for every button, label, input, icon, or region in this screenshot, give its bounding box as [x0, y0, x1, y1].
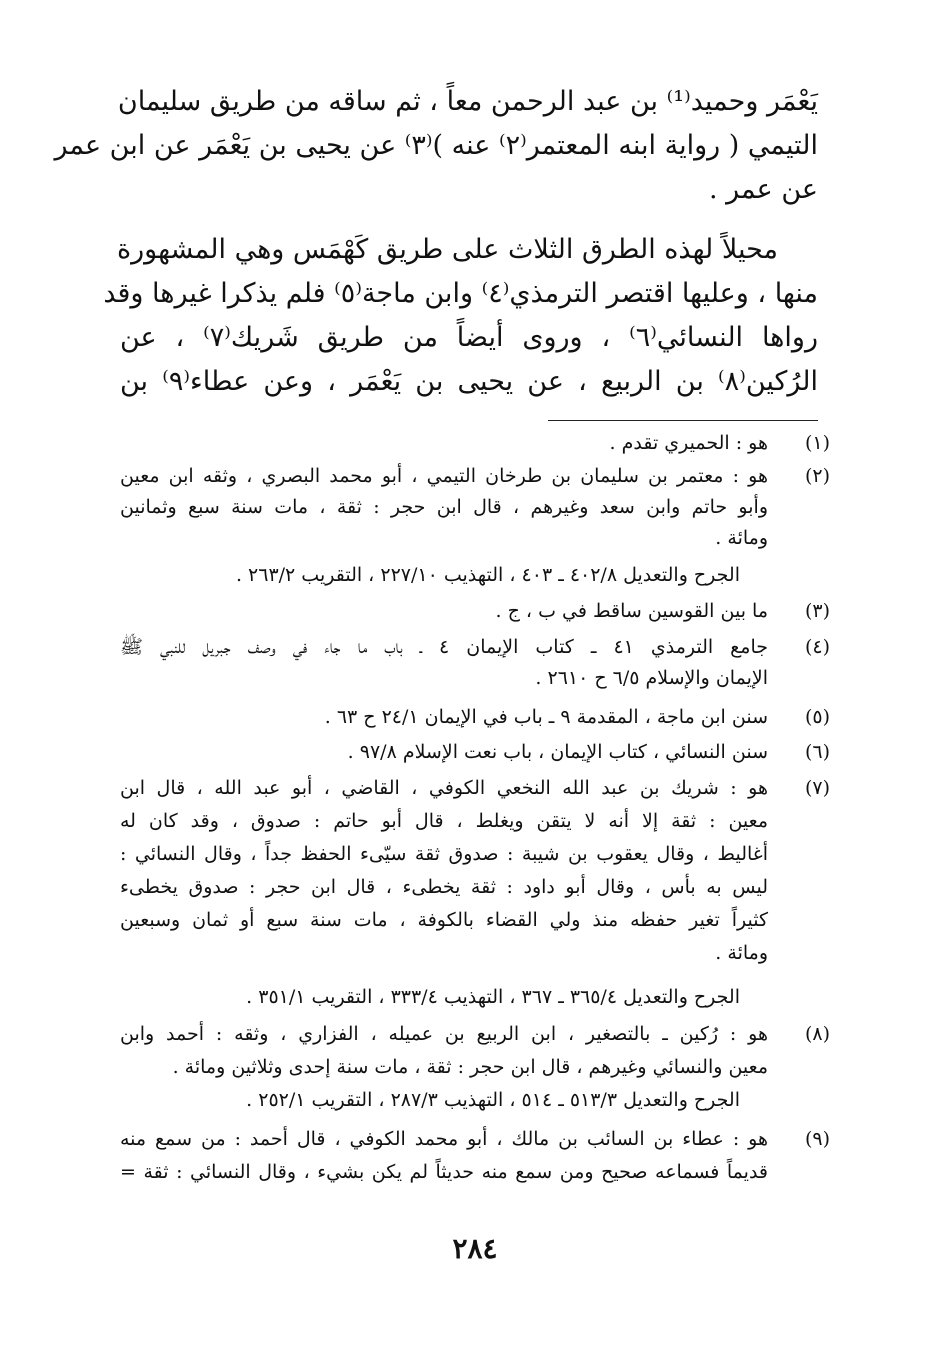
- footnote-number: (٤): [804, 636, 830, 658]
- main-line: عن عمر .: [708, 174, 818, 205]
- footnote-line: جامع الترمذي ٤١ ـ كتاب الإيمان ٤ ـ باب ما جاء في وصف جبريل للنبي ﷺ: [120, 636, 768, 658]
- footnote-line: هو : شريك بن عبد الله النخعي الكوفي ، القاضي ، أبو عبد الله ، قال ابن: [120, 777, 768, 799]
- footnote-4: [120, 632, 830, 694]
- footnote-7: [120, 773, 830, 1018]
- footnote-3: [120, 596, 830, 627]
- main-line: رواها النسائي⁽٦⁾ ، وروى أيضاً من طريق شَريك⁽٧⁾ ، عن: [120, 322, 818, 353]
- footnote-line: هو : عطاء بن السائب بن مالك ، أبو محمد الكوفي ، قال أحمد : من سمع منه: [120, 1128, 768, 1150]
- footnote-source: الجرح والتعديل ٥١٣/٣ ـ ٥١٤ ، التهذيب ٢٨٧/٣ ، التقريب ٢٥٢/١ .: [246, 1089, 740, 1111]
- footnote-line: أغاليط ، وقال يعقوب بن شيبة : صدوق ثقة سيّىء الحفظ جداً ، وقال النسائي :: [120, 843, 768, 865]
- footnote-number: (٣): [804, 600, 830, 622]
- footnote-line: هو : معتمر بن سليمان بن طرخان التيمي ، أبو محمد البصري ، وثقه ابن معين: [120, 465, 768, 487]
- footnote-line: وأبو حاتم وابن سعد وغيرهم ، قال ابن حجر : ثقة ، مات سنة سبع وثمانين: [120, 496, 768, 518]
- footnote-number: (٩): [804, 1128, 830, 1150]
- footnote-line: سنن ابن ماجة ، المقدمة ٩ ـ باب في الإيمان ٢٤/١ ح ٦٣ .: [324, 706, 768, 728]
- footnote-line: الإيمان والإسلام ٦/٥ ح ٢٦١٠ .: [535, 667, 768, 689]
- footnote-number: (٦): [804, 741, 830, 763]
- footnote-2: [120, 461, 830, 591]
- main-line: محيلاً لهذه الطرق الثلاث على طريق كَهْمَس وهي المشهورة: [116, 234, 778, 265]
- footnote-9: [120, 1124, 830, 1190]
- footnote-line: قديماً فسماعه صحيح ومن سمع منه حديثاً لم يكن بشيء ، وقال النسائي : ثقة =: [120, 1161, 768, 1183]
- footnote-8: [120, 1019, 830, 1119]
- main-line: يَعْمَر وحميد⁽¹⁾ بن عبد الرحمن معاً ، ثم ساقه من طريق سليمان: [117, 86, 818, 117]
- footnote-line: ليس به بأس ، وقال أبو داود : ثقة يخطىء ، قال ابن حجر : صدوق يخطىء: [120, 876, 768, 898]
- footnote-6: [120, 737, 830, 768]
- main-line: منها ، وعليها اقتصر الترمذي⁽٤⁾ وابن ماجة⁽٥⁾ فلم يذكرا غيرها وقد: [103, 278, 818, 309]
- footnote-line: ما بين القوسين ساقط في ب ، ج .: [495, 600, 768, 622]
- footnote-line: سنن النسائي ، كتاب الإيمان ، باب نعت الإسلام ٩٧/٨ .: [347, 741, 768, 763]
- footnote-line: معين والنسائي وغيرهم ، قال ابن حجر : ثقة ، مات سنة إحدى وثلاثين ومائة .: [172, 1056, 768, 1078]
- footnote-separator: [548, 420, 818, 421]
- footnote-line: ومائة .: [715, 527, 768, 549]
- main-line: التيمي ( رواية ابنه المعتمر⁽٢⁾ عنه )⁽٣⁾ عن يحيى بن يَعْمَر عن ابن عمر: [54, 130, 818, 161]
- footnote-line: هو : رُكين ـ بالتصغير ، ابن الربيع بن عميله ، الفزاري ، وثقه : أحمد وابن: [120, 1023, 768, 1045]
- footnote-source: الجرح والتعديل ٤٠٢/٨ ـ ٤٠٣ ، التهذيب ٢٢٧/١٠ ، التقريب ٢٦٣/٢ .: [235, 564, 740, 586]
- footnote-line: معين : ثقة إلا أنه لا يتقن ويغلط ، قال أبو حاتم : صدوق ، وقد كان له: [120, 810, 768, 832]
- footnote-1: [120, 428, 830, 459]
- page-number: ٢٨٤: [452, 1232, 498, 1265]
- footnote-number: (٥): [804, 706, 830, 728]
- main-line: الرُكين⁽٨⁾ بن الربيع ، عن يحيى بن يَعْمَر ، وعن عطاء⁽٩⁾ بن: [120, 366, 818, 397]
- footnote-source: الجرح والتعديل ٣٦٥/٤ ـ ٣٦٧ ، التهذيب ٣٣٣/٤ ، التقريب ٣٥١/١ .: [246, 986, 740, 1008]
- footnote-number: (١): [804, 432, 830, 454]
- footnote-line: هو : الحميري تقدم .: [609, 432, 768, 454]
- footnote-line: ومائة .: [715, 942, 768, 964]
- footnote-line: كثيراً تغير حفظه منذ ولي القضاء بالكوفة ، مات سنة سبع أو ثمان وسبعين: [120, 909, 768, 931]
- footnote-5: [120, 702, 830, 733]
- footnote-number: (٨): [804, 1023, 830, 1045]
- footnote-number: (٧): [804, 777, 830, 799]
- footnote-number: (٢): [804, 465, 830, 487]
